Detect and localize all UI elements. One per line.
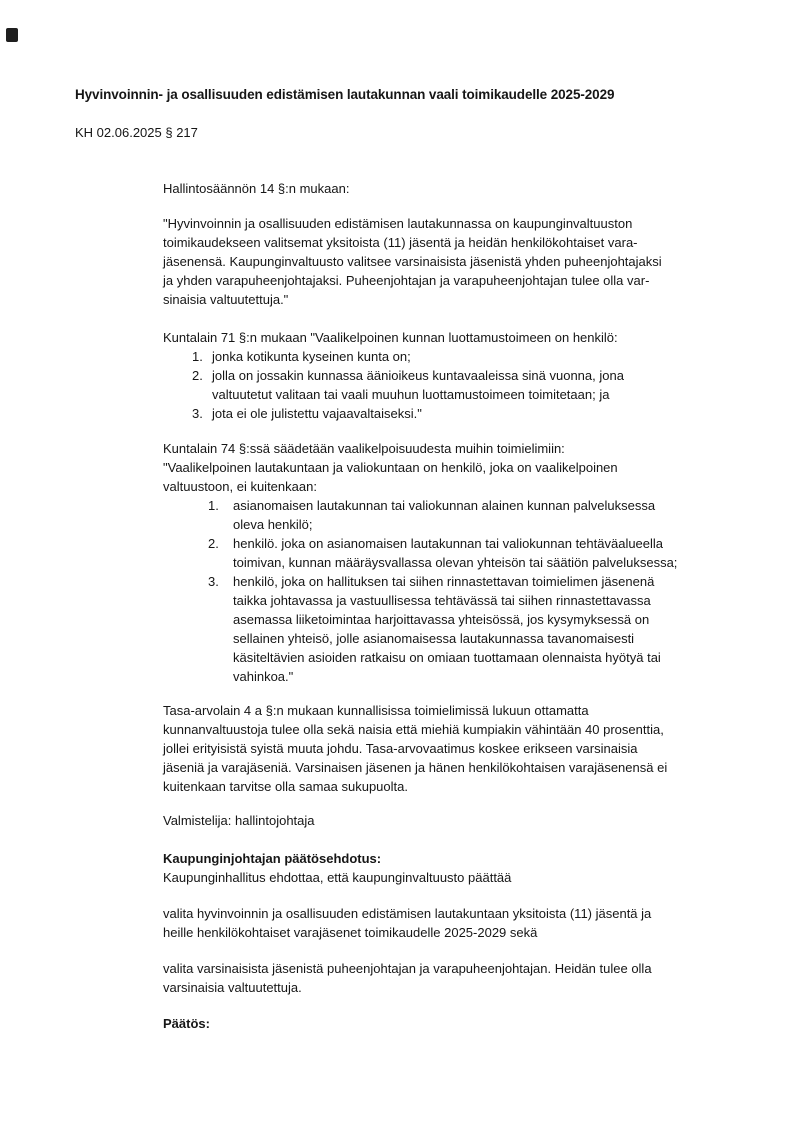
paatosehdotus-section	[163, 849, 511, 887]
tasa-arvo-paragraph: Tasa-arvolain 4 a §:n mukaan kunnallisissa toimielimissä lukuun ottamatta kunnanvaltuustoja tulee olla sekä naisia että miehiä kumpiakin vähintään 40 prosenttia, jollei erityisistä syistä muuta johdu. Tasa-arvovaatimus koskee erikseen varsinaisia jäseniä ja varajäseniä. Varsinaisen jäsenen ja hänen henkilökohtaisen varajäsenensä ei kuitenkaan tarvitse olla samaa sukupuolta.	[163, 703, 668, 794]
list-item	[163, 496, 677, 534]
list-item	[163, 366, 624, 404]
valita-jasenet-paragraph: valita hyvinvoinnin ja osallisuuden edistämisen lautakuntaan yksitoista (11) jäsentä ja heille henkilökohtaiset varajäsenet toimikaudelle 2025-2029 sekä	[163, 906, 652, 940]
hallintosaanto-paragraph: "Hyvinvoinnin ja osallisuuden edistämisen lautakunnassa on kaupunginvaltuuston toimikaudekseen valitsemat yksitoista (11) jäsentä ja heidän henkilökohtaiset vara- jäsenensä. Kaupunginvaltuusto valitsee varsinaisista jäsenistä yhden puheenjohtajaksi ja yhden varapuheenjohtajaksi. Puheenjohtajan ja varapuheenjohtajan tulee olla var- sinaisia valtuutettuja."	[163, 216, 662, 307]
list-item-number: 1.	[208, 498, 219, 513]
list-item-number: 3.	[192, 406, 203, 421]
list-item-number: 2.	[192, 368, 203, 383]
paatosehdotus-body: Kaupunginhallitus ehdottaa, että kaupunginvaltuusto päättää	[163, 870, 512, 885]
list-item-text: henkilö, joka on hallituksen tai siihen rinnastettavan toimielimen jäsenenä taikka johtavassa ja vastuullisessa tehtävässä tai siihen rinnastettavassa asemassa liiketoimintaa harjoittavassa yhteisössä, jos kysymyksessä on sellainen yhteisö, jolle asianomaisessa lautakunnassa tavanomaisesti käsiteltävien asioiden ratkaisu on omiaan tuottamaan olennaista hyötyä tai vahinkoa."	[233, 574, 661, 684]
hallintosaanto-heading: Hallintosäännön 14 §:n mukaan:	[163, 181, 350, 196]
kuntalaki-74-section	[163, 439, 677, 686]
kuntalaki-71-heading: Kuntalain 71 §:n mukaan "Vaalikelpoinen kunnan luottamustoimeen on henkilö:	[163, 330, 618, 345]
kuntalaki-74-heading: Kuntalain 74 §:ssä säädetään vaalikelpoisuudesta muihin toimielimiin: "Vaalikelpoinen lautakuntaan ja valiokuntaan on henkilö, joka on vaalikelpoinen valtuustoon, ei kuitenkaan:	[163, 441, 618, 494]
list-item	[163, 404, 624, 423]
kuntalaki-71-section	[163, 328, 624, 423]
list-item-text: jonka kotikunta kyseinen kunta on;	[212, 349, 411, 364]
list-item-text: asianomaisen lautakunnan tai valiokunnan alainen kunnan palveluksessa oleva henkilö;	[233, 498, 656, 532]
list-item	[163, 534, 677, 572]
list-item-text: jolla on jossakin kunnassa äänioikeus kuntavaaleissa sinä vuonna, jona valtuutetut valitaan tai vaali muuhun luottamustoimeen toimitetaan; ja	[212, 368, 624, 402]
paatos-heading: Päätös:	[163, 1016, 210, 1031]
list-item-text: jota ei ole julistettu vajaavaltaiseksi."	[212, 406, 422, 421]
list-item-number: 2.	[208, 536, 219, 551]
paatosehdotus-heading: Kaupunginjohtajan päätösehdotus:	[163, 851, 382, 866]
scan-artifact-mark	[6, 28, 18, 42]
list-item	[163, 347, 624, 366]
reference-line: KH 02.06.2025 § 217	[75, 125, 198, 140]
kuntalaki-71-list	[163, 347, 624, 423]
document-title: Hyvinvoinnin- ja osallisuuden edistämisen lautakunnan vaali toimikaudelle 2025-2029	[75, 87, 615, 102]
list-item	[163, 572, 677, 686]
list-item-number: 3.	[208, 574, 219, 589]
list-item-number: 1.	[192, 349, 203, 364]
kuntalaki-74-list	[163, 496, 677, 686]
list-item-text: henkilö. joka on asianomaisen lautakunnan tai valiokunnan tehtäväalueella toimivan, kunnan määräysvallassa olevan yhteisön tai säätiön palveluksessa;	[233, 536, 678, 570]
valmistelija-line: Valmistelija: hallintojohtaja	[163, 813, 315, 828]
valita-puheenjohtajat-paragraph: valita varsinaisista jäsenistä puheenjohtajan ja varapuheenjohtajan. Heidän tulee olla varsinaisia valtuutettuja.	[163, 961, 652, 995]
